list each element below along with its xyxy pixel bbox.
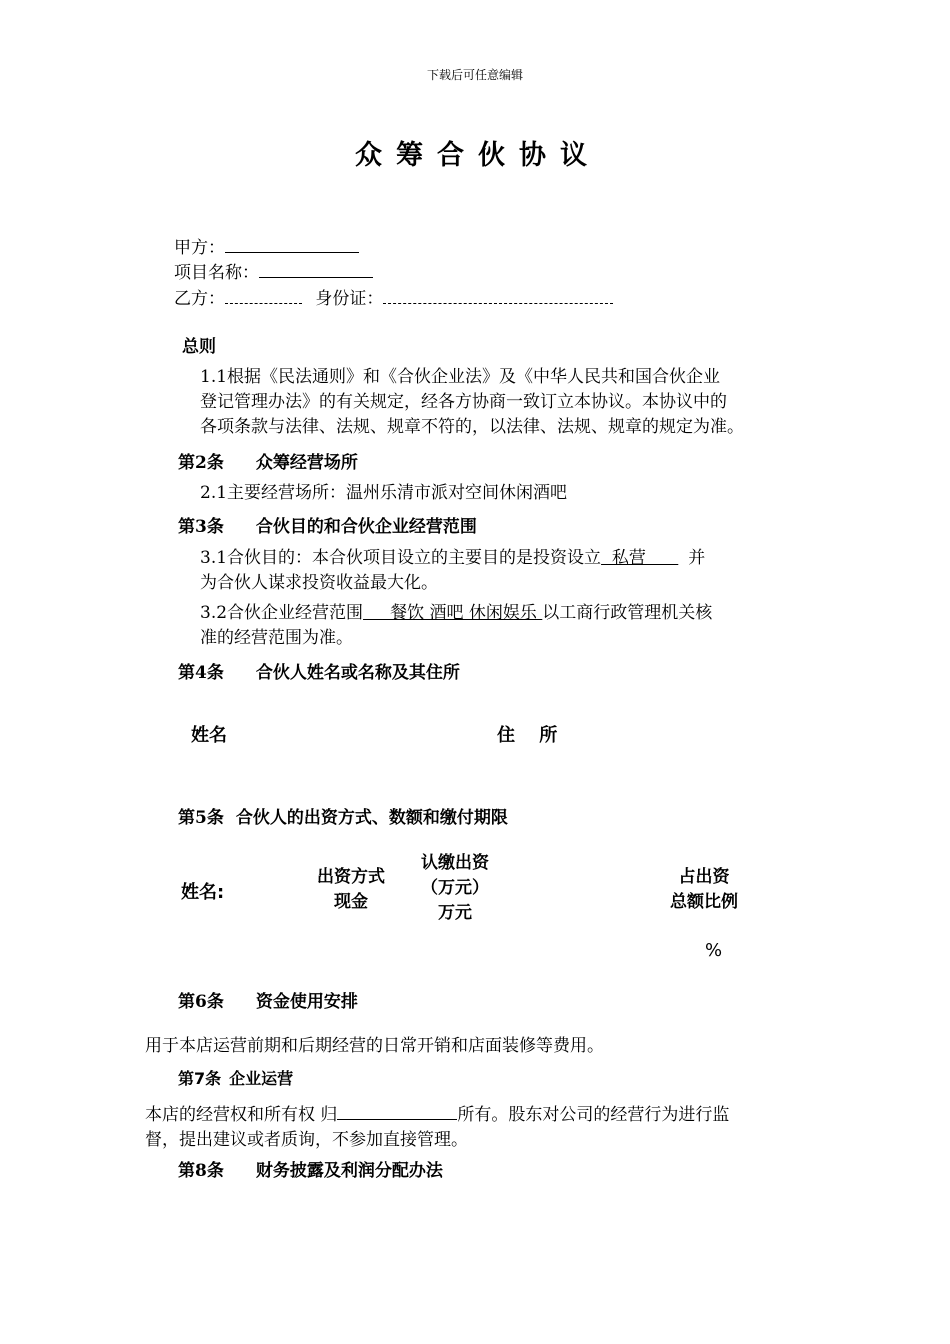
art6-number: 第6条 (178, 992, 224, 1012)
art2-number: 第2条 (178, 453, 224, 473)
general-heading: 总则 (182, 337, 216, 357)
art3-heading-row (178, 512, 477, 537)
art4-number: 第4条 (178, 663, 224, 683)
art7-heading-row (178, 1066, 293, 1089)
art6-heading: 资金使用安排 (255, 992, 358, 1012)
party-b-label: 乙方： (174, 289, 225, 309)
party-a-blank[interactable] (225, 234, 359, 253)
art5-col-amount-line3: 万元 (438, 903, 472, 923)
art4-col-name: 姓名 (191, 725, 227, 746)
art5-heading: 合伙人的出资方式、数额和缴付期限 (235, 808, 508, 828)
art5-col-amount-line2: （万元） (421, 878, 489, 898)
art6-p1: 用于本店运营前期和后期经营的日常开销和店面装修等费用。 (145, 1036, 604, 1056)
header-note: 下载后可任意编辑 (426, 68, 523, 82)
art5-percent: % (705, 940, 723, 961)
art3-p2-pre: 3.2合伙企业经营范围 (200, 603, 364, 623)
art5-heading-row (178, 803, 508, 828)
art5-col-ratio-line1: 占出资 (678, 867, 730, 887)
art3-p2-post: 以工商行政管理机关核 (542, 603, 713, 623)
art5-col-method-line2: 现金 (334, 892, 368, 912)
art8-number: 第8条 (178, 1161, 224, 1181)
art4-col-address: 住 所 (497, 725, 558, 746)
art5-col-method (306, 865, 396, 915)
art3-p1-fill[interactable]: 私营 (601, 548, 679, 568)
art4-heading: 合伙人姓名或名称及其住所 (255, 663, 460, 683)
party-a-label: 甲方： (174, 238, 225, 258)
art7-number: 第7条 (178, 1069, 222, 1088)
art7-p1-post: 所有。股东对公司的经营行为进行监 (457, 1105, 730, 1125)
art2-heading-row (178, 448, 358, 473)
art8-heading: 财务披露及利润分配办法 (255, 1161, 443, 1181)
general-p1-line1: 1.1根据《民法通则》和《合伙企业法》及《中华人民共和国合伙企业 (200, 367, 721, 387)
art5-col-amount (410, 851, 500, 926)
art4-heading-row (178, 658, 460, 683)
art3-p1-pre: 3.1合伙目的：本合伙项目设立的主要目的是投资设立 (200, 548, 602, 568)
project-name-row (174, 258, 373, 283)
art5-col-method-line1: 出资方式 (317, 867, 385, 887)
art3-p1-line2: 为合伙人谋求投资收益最大化。 (200, 573, 438, 593)
general-p1-line2: 登记管理办法》的有关规定，经各方协商一致订立本协议。本协议中的 (200, 392, 727, 412)
art7-owner-blank[interactable] (337, 1101, 457, 1120)
art7-p1-line1 (145, 1100, 729, 1125)
id-card-label: 身份证： (315, 289, 384, 309)
art3-p1-post: 并 (688, 548, 706, 568)
art3-p1-line1 (200, 543, 705, 568)
party-b-blank[interactable] (225, 285, 302, 304)
id-card-blank[interactable] (383, 285, 613, 304)
art3-p2-line1 (200, 598, 712, 623)
art5-col-amount-line1: 认缴出资 (421, 853, 489, 873)
art8-heading-row (178, 1156, 443, 1181)
art3-number: 第3条 (178, 517, 224, 537)
art7-heading: 企业运营 (229, 1069, 294, 1088)
art6-heading-row (178, 987, 358, 1012)
party-b-row (174, 284, 613, 309)
art7-p1-line2: 督，提出建议或者质询，不参加直接管理。 (145, 1130, 468, 1150)
art5-number: 第5条 (178, 808, 224, 828)
party-a-row (174, 233, 359, 258)
art2-p1: 2.1主要经营场所：温州乐清市派对空间休闲酒吧 (200, 483, 568, 503)
art7-p1-pre: 本店的经营权和所有权 归 (145, 1105, 338, 1125)
art3-heading: 合伙目的和合伙企业经营范围 (255, 517, 477, 537)
general-p1-line3: 各项条款与法律、法规、规章不符的，以法律、法规、规章的规定为准。 (200, 417, 744, 437)
project-name-label: 项目名称： (174, 263, 259, 283)
art3-p2-line2: 准的经营范围为准。 (200, 628, 353, 648)
art5-col-name: 姓名: (181, 882, 225, 903)
art5-col-ratio (659, 865, 749, 915)
art3-p2-fill[interactable]: 餐饮 酒吧 休闲娱乐 (363, 603, 543, 623)
art2-heading: 众筹经营场所 (255, 453, 358, 473)
project-name-blank[interactable] (259, 259, 373, 278)
art5-col-ratio-line2: 总额比例 (670, 892, 738, 912)
document-title: 众筹合伙协议 (355, 140, 601, 171)
